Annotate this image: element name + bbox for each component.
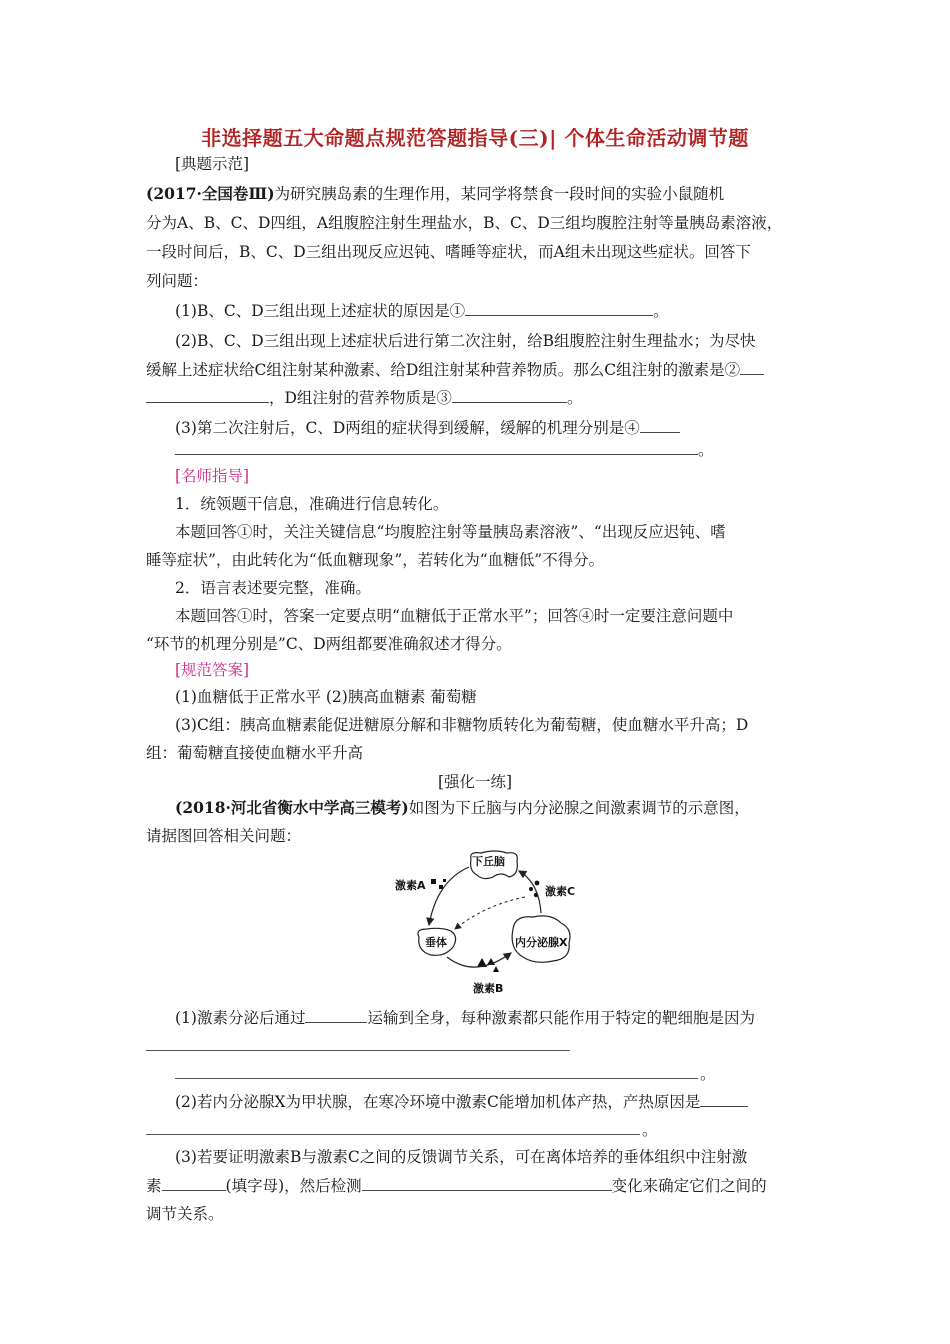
question-2-end: 。 (566, 389, 583, 407)
practice-blank-3a[interactable] (162, 1176, 226, 1191)
hormone-b-label: 激素B (473, 982, 504, 995)
question-1-end: 。 (653, 302, 669, 320)
example-header: [典题示范] (175, 155, 250, 173)
practice-q1-text-a: (1)激素分泌后通过 (175, 1009, 306, 1027)
hormone-a-label: 激素A (395, 879, 426, 892)
answer-blank-4a[interactable] (640, 418, 680, 433)
problem-line-4: 列问题： (146, 272, 209, 290)
practice-q1-text-b: 运输到全身，每种激素都只能作用于特定的靶细胞是因为 (367, 1009, 755, 1027)
question-1-text: (1)B、C、D三组出现上述症状的原因是① (175, 302, 466, 320)
hormone-c-marker (535, 881, 540, 886)
practice-blank-2b[interactable] (146, 1134, 640, 1135)
problem-line-1 (146, 184, 724, 204)
problem-line-2: 分为A、B、C、D四组，A组腹腔注射生理盐水，B、C、D三组均腹腔注射等量胰岛素溶液， (146, 214, 783, 232)
practice-question-1 (175, 1008, 755, 1028)
answer-line-1: (1)血糖低于正常水平 (2)胰高血糖素 葡萄糖 (175, 688, 477, 706)
answer-blank-3[interactable] (452, 388, 567, 403)
answer-blank-2a[interactable] (740, 360, 764, 375)
practice-text-1: 如图为下丘脑与内分泌腺之间激素调节的示意图， (408, 799, 750, 817)
practice-q1-end: 。 (700, 1065, 716, 1083)
practice-question-3-line-1: (3)若要证明激素B与激素C之间的反馈调节关系，可在离体培养的垂体组织中注射激 (175, 1148, 748, 1166)
answer-blank-4b[interactable] (175, 440, 698, 455)
practice-q2-text: (2)若内分泌腺X为甲状腺，在寒冷环境中激素C能增加机体产热，产热原因是 (175, 1093, 701, 1111)
guide-point-1-line-1: 本题回答①时，关注关键信息“均腹腔注射等量胰岛素溶液”、“出现反应迟钝、嗜 (175, 523, 726, 541)
practice-line-1 (175, 798, 750, 818)
hormone-c-label: 激素C (545, 885, 576, 898)
gland-x-label: 内分泌腺X (515, 936, 568, 949)
problem-text-1: 为研究胰岛素的生理作用，某同学将禁食一段时间的实验小鼠随机 (274, 185, 725, 203)
question-3-end: 。 (698, 441, 714, 459)
answer-line-2: (3)C组：胰高血糖素能促进糖原分解和非糖物质转化为葡萄糖，使血糖水平升高；D (175, 716, 749, 734)
practice-question-3-line-3: 调节关系。 (146, 1205, 224, 1223)
practice-blank-1b[interactable] (146, 1050, 570, 1051)
practice-question-3-line-2 (146, 1176, 767, 1196)
practice-line-2: 请据图回答相关问题： (146, 827, 302, 845)
page-title: 非选择题五大命题点规范答题指导(三)| 个体生命活动调节题 (201, 126, 749, 150)
question-2-text: 缓解上述症状给C组注射某种激素、给D组注射某种营养物质。那么C组注射的激素是② (146, 361, 741, 379)
hypothalamus-label: 下丘脑 (472, 855, 505, 868)
question-2-text-b: ，D组注射的营养物质是③ (269, 389, 452, 407)
question-2-line-1: (2)B、C、D三组出现上述症状后进行第二次注射，给B组腹腔注射生理盐水；为尽快 (175, 332, 756, 350)
practice-q3-text-a: 素 (146, 1177, 162, 1195)
question-3-line-2 (175, 440, 714, 460)
answer-header: [规范答案] (175, 661, 250, 679)
question-3-line-1 (175, 418, 680, 438)
arrow-gland-to-hypothalamus (519, 871, 541, 913)
practice-question-2 (175, 1092, 748, 1112)
practice-blank-1c[interactable] (175, 1078, 698, 1079)
guide-point-1-line-2: 睡等症状”，由此转化为“低血糖现象”，若转化为“血糖低”不得分。 (146, 551, 605, 569)
arrow-hypothalamus-to-pituitary (429, 867, 469, 925)
question-2-line-3 (146, 388, 582, 408)
guide-point-1: 1．统领题干信息，准确进行信息转化。 (175, 495, 449, 513)
practice-blank-1a[interactable] (305, 1008, 367, 1023)
practice-blank-3b[interactable] (362, 1176, 612, 1191)
hormone-a-marker (431, 879, 436, 884)
practice-q3-text-c: 变化来确定它们之间的 (611, 1177, 767, 1195)
hormone-regulation-diagram (385, 845, 590, 1000)
answer-blank-1[interactable] (465, 301, 653, 316)
problem-source: (2017·全国卷Ⅲ) (146, 184, 275, 203)
practice-blank-2a[interactable] (700, 1092, 748, 1107)
guide-header: [名师指导] (175, 467, 250, 485)
practice-source: (2018·河北省衡水中学高三模考) (175, 798, 409, 817)
question-3-text: (3)第二次注射后，C、D两组的症状得到缓解，缓解的机理分别是④ (175, 419, 640, 437)
pituitary-label: 垂体 (425, 936, 447, 949)
problem-line-3: 一段时间后，B、C、D三组出现反应迟钝、嗜睡等症状，而A组未出现这些症状。回答下 (146, 243, 751, 261)
answer-line-3: 组：葡萄糖直接使血糖水平升高 (146, 744, 364, 762)
practice-q2-end: 。 (642, 1121, 658, 1139)
practice-q3-text-b: (填字母)，然后检测 (225, 1177, 362, 1195)
answer-blank-2b[interactable] (146, 388, 269, 403)
guide-point-2-line-2: “环节的机理分别是”C、D两组都要准确叙述才得分。 (146, 635, 512, 653)
question-1 (175, 301, 669, 321)
practice-header: [强化一练] (437, 773, 513, 791)
question-2-line-2 (146, 360, 764, 380)
guide-point-2: 2．语言表述要完整，准确。 (175, 579, 371, 597)
guide-point-2-line-1: 本题回答①时，答案一定要点明“血糖低于正常水平”；回答④时一定要注意问题中 (175, 607, 734, 625)
